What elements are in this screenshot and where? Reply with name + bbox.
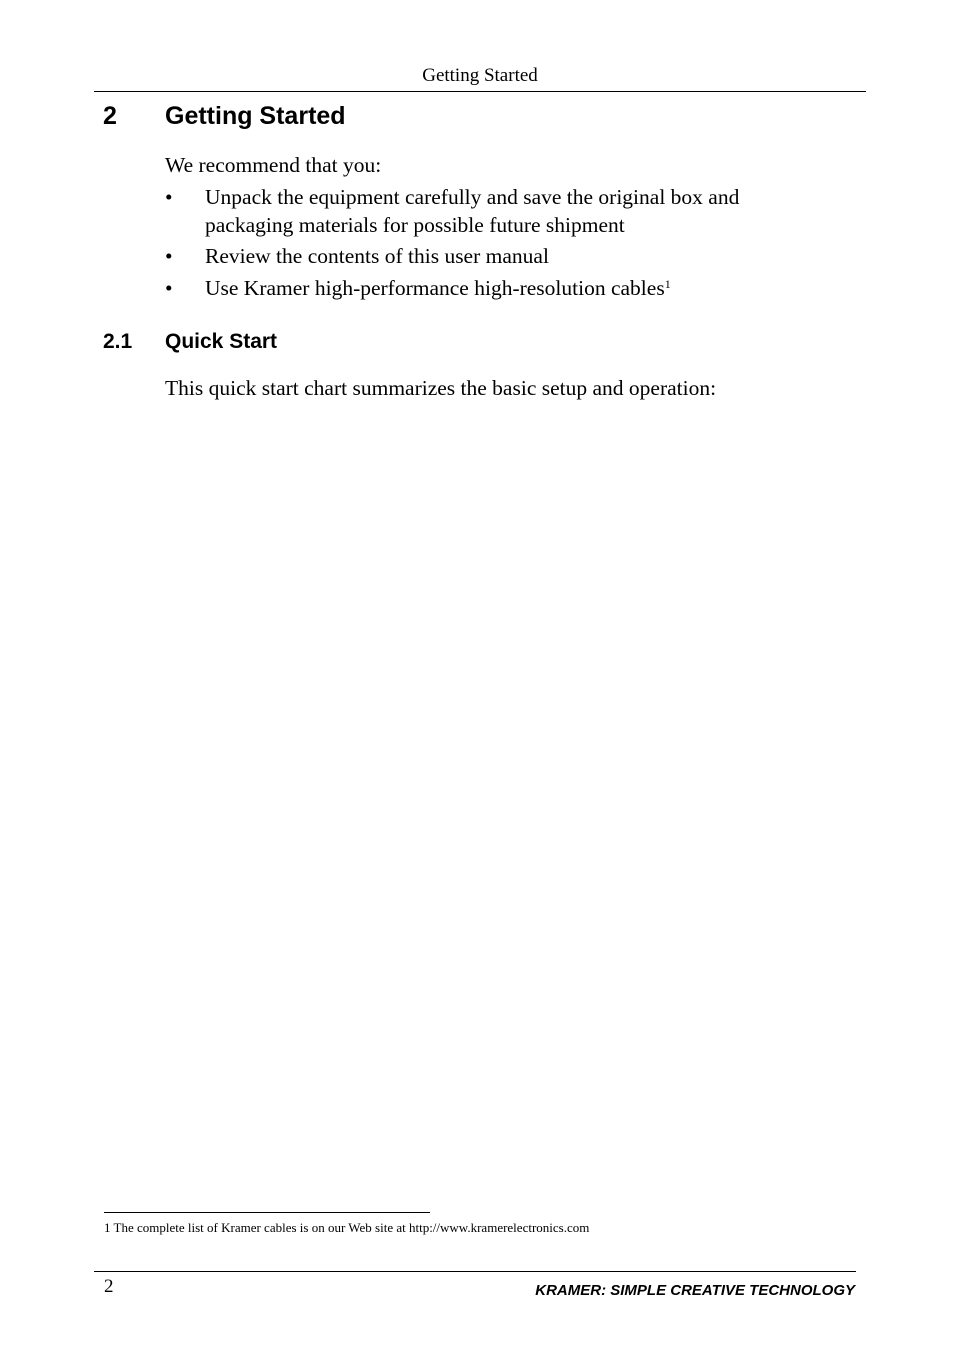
header-rule [94, 91, 866, 92]
bullet-marker: • [165, 244, 173, 268]
subsection-number: 2.1 [103, 330, 133, 353]
footer-brand: KRAMER: SIMPLE CREATIVE TECHNOLOGY [535, 1282, 855, 1299]
footer-rule [94, 1271, 856, 1272]
section-title: Getting Started [165, 102, 346, 130]
subsection-title: Quick Start [165, 330, 278, 353]
footnote-text: 1 The complete list of Kramer cables is on our Web site at http://www.kramerelectronics.com [104, 1220, 590, 1235]
running-header: Getting Started [422, 65, 538, 86]
footnote-rule [104, 1212, 430, 1213]
bullet-text: Use Kramer high-performance high-resolution cables [205, 276, 665, 300]
footnote-reference[interactable]: 1 [664, 277, 671, 291]
bullet-marker: • [165, 276, 173, 300]
bullet-marker: • [165, 185, 173, 209]
bullet-text: Unpack the equipment carefully and save the original box and packaging materials for possible future shipment [205, 185, 740, 237]
page-number: 2 [104, 1276, 114, 1297]
bullet-text-with-ref [205, 274, 805, 302]
intro-text: We recommend that you: [165, 153, 382, 177]
bullet-text: Review the contents of this user manual [205, 244, 549, 268]
quick-start-text: This quick start chart summarizes the basic setup and operation: [165, 376, 717, 400]
section-number: 2 [103, 102, 117, 130]
